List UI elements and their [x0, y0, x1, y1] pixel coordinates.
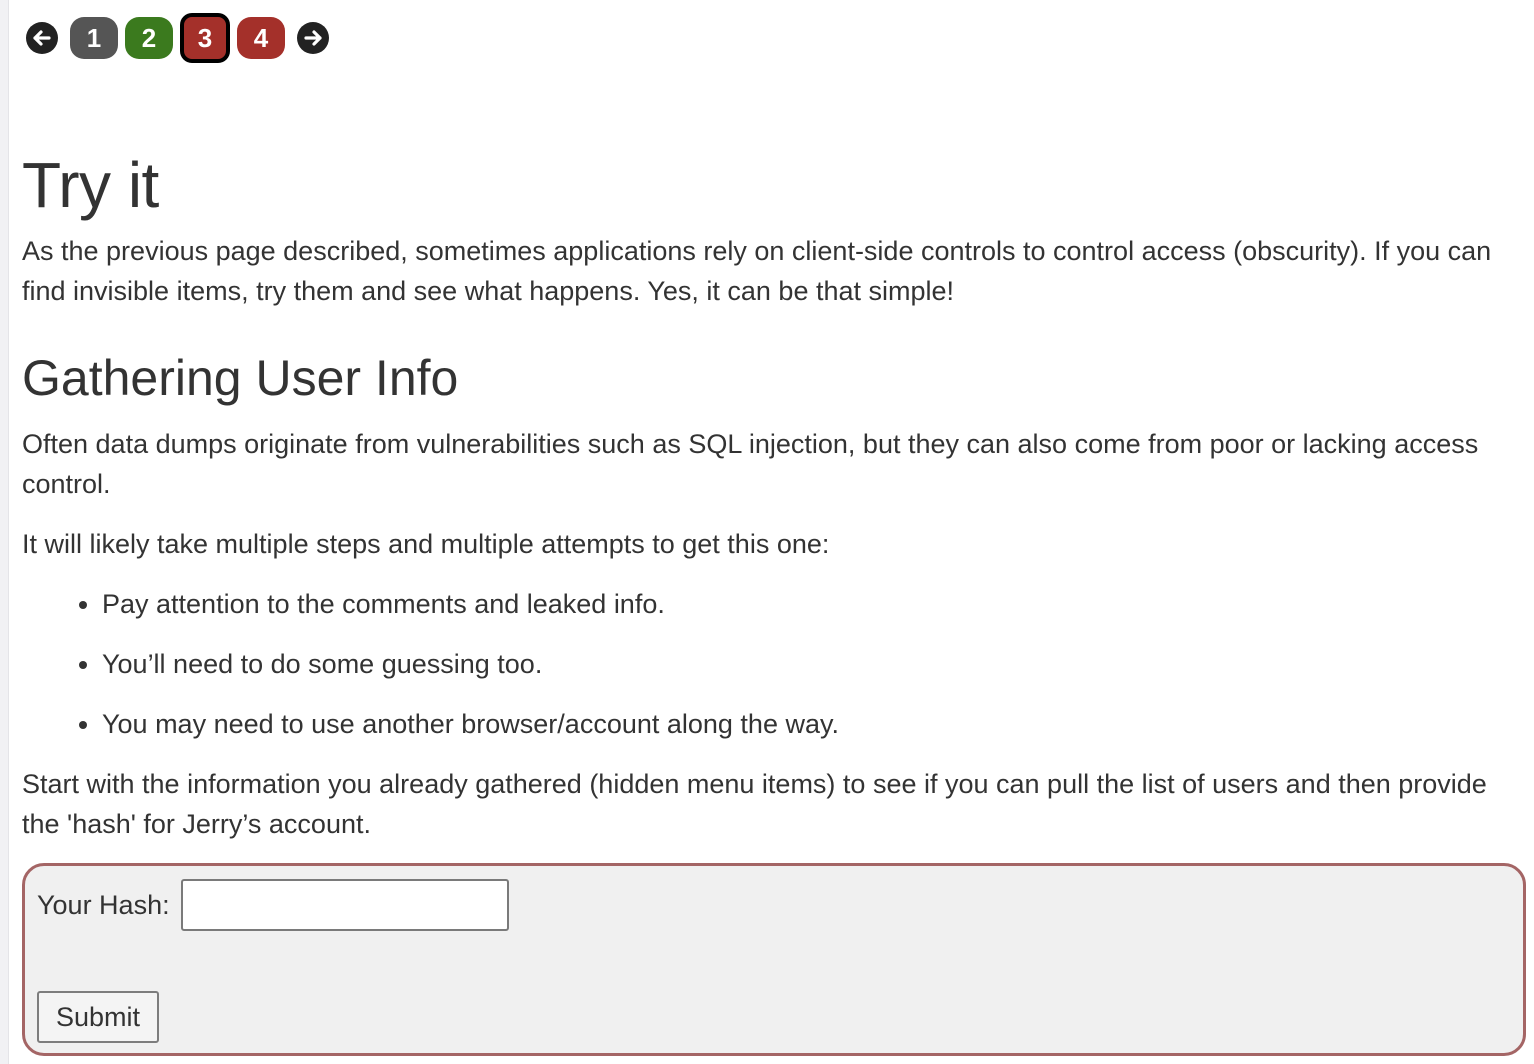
arrow-left-icon[interactable]	[26, 22, 58, 54]
hash-input[interactable]	[181, 879, 509, 931]
instructions-paragraph: Start with the information you already gathered (hidden menu items) to see if you can pull the list of users and then provide the 'hash' for Jerry’s account.	[22, 769, 1487, 839]
page-title: Try it	[22, 149, 159, 221]
page-button-4[interactable]: 4	[237, 17, 285, 59]
list-item: • Pay attention to the comments and leaked info.	[102, 584, 1522, 624]
section-paragraph: Often data dumps originate from vulnerabilities such as SQL injection, but they can also come from poor or lacking access control.	[22, 429, 1479, 499]
arrow-right-icon[interactable]	[297, 22, 329, 54]
page-button-2[interactable]: 2	[125, 17, 173, 59]
hash-form	[22, 863, 1526, 1056]
intro-paragraph: As the previous page described, sometimes applications rely on client-side controls to control access (obscurity). If you can find invisible items, try them and see what happens. Yes, it can be that simple!	[22, 236, 1492, 306]
left-border	[0, 0, 9, 1064]
lesson-pagination	[26, 14, 329, 62]
page-button-1[interactable]: 1	[70, 17, 118, 59]
tips-list	[22, 584, 1522, 764]
page-button-3-current[interactable]: 3	[180, 13, 230, 63]
list-item: • You’ll need to do some guessing too.	[102, 644, 1522, 684]
list-item: • You may need to use another browser/account along the way.	[102, 704, 1522, 744]
hash-label: Your Hash:	[37, 890, 170, 920]
section-heading: Gathering User Info	[22, 350, 459, 406]
submit-button[interactable]: Submit	[37, 991, 159, 1043]
steps-intro: It will likely take multiple steps and multiple attempts to get this one:	[22, 529, 830, 559]
